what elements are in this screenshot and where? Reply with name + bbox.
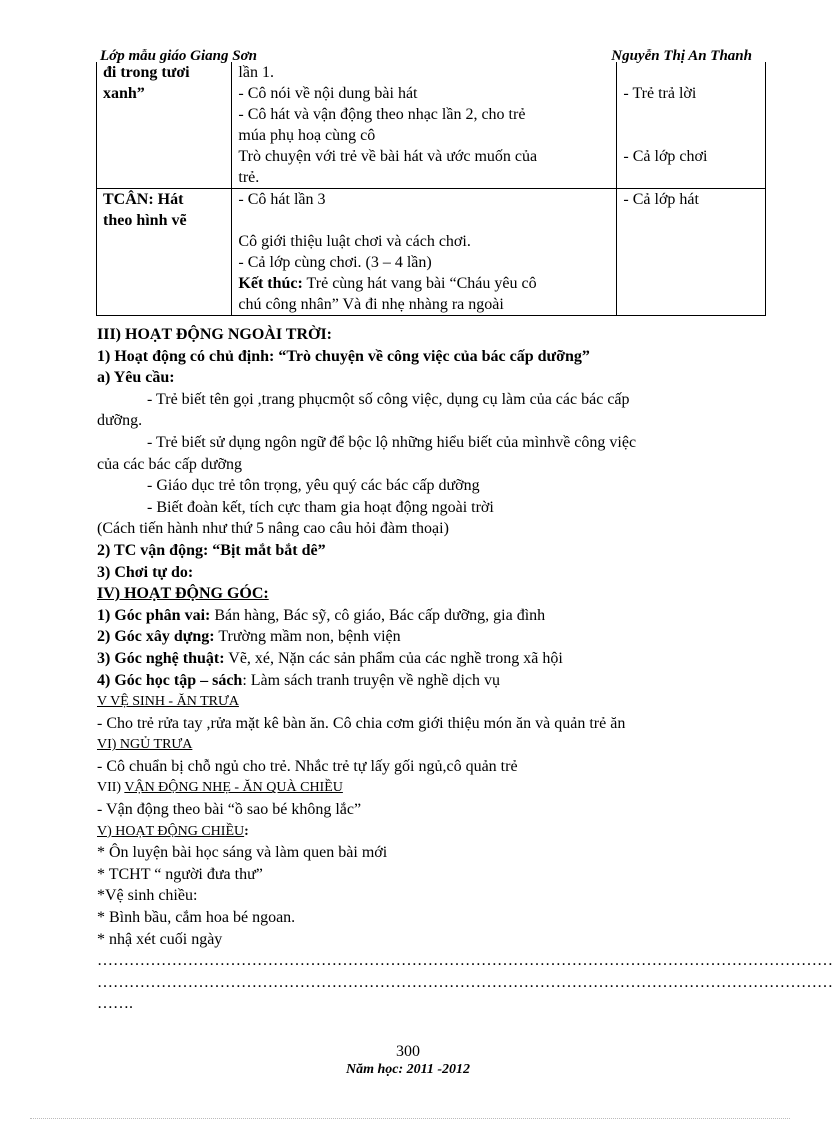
cell-line: TCÂN: Hát <box>103 191 184 208</box>
paragraph-line <box>97 626 757 648</box>
cell-line <box>623 125 759 146</box>
cell-line: - Cả lớp hát <box>623 191 699 208</box>
paragraph-line <box>97 670 757 692</box>
table-cell-activity <box>97 62 232 189</box>
section-heading: III) HOẠT ĐỘNG NGOÀI TRỜI: <box>97 326 332 343</box>
paragraph-line: - Giáo dục trẻ tôn trọng, yêu quý các bác cấp dưỡng <box>147 477 480 495</box>
section-colon: : <box>244 823 249 839</box>
cell-line: - Cô hát lần 3 <box>238 191 326 208</box>
dotted-line: ………………………………………………………………………………………………………………………… <box>97 973 833 991</box>
page-number: 300 <box>396 1043 420 1060</box>
cell-line: - Cả lớp chơi <box>623 148 708 165</box>
corner-text: Bán hàng, Bác sỹ, cô giáo, Bác cấp dưỡng, gia đình <box>210 606 546 624</box>
header-school: Lớp mẫu giáo Giang Sơn <box>100 48 257 64</box>
list-item: *Vệ sinh chiều: <box>97 887 198 905</box>
paragraph-line: (Cách tiến hành như thứ 5 nâng cao câu hỏi đàm thoại) <box>97 520 449 538</box>
cell-line: lần 1. <box>238 64 274 81</box>
section-prefix: VII) <box>97 780 125 796</box>
cell-line: múa phụ hoạ cùng cô <box>238 127 376 144</box>
corner-text: Trường mầm non, bệnh viện <box>214 628 401 646</box>
subsection-heading: 3) Chơi tự do: <box>97 563 194 581</box>
table-cell-content <box>232 62 617 189</box>
document-body <box>97 324 833 1015</box>
subsection-heading: 2) TC vận động: “Bịt mắt bắt dê” <box>97 541 326 559</box>
corner-label: 3) Góc nghệ thuật: <box>97 649 225 667</box>
paragraph-line: - Cô chuẩn bị chỗ ngủ cho trẻ. Nhắc trẻ tự lấy gối ngủ,cô quản trẻ <box>97 757 518 775</box>
corner-label: 4) Góc học tập – sách <box>97 671 243 689</box>
paragraph-line: - Vận động theo bài “ồ sao bé không lắc” <box>97 801 362 819</box>
paragraph-line: của các bác cấp dưỡng <box>97 455 243 473</box>
cell-line: trẻ. <box>238 169 260 186</box>
table-cell-activity <box>97 189 232 316</box>
cell-line: - Cô hát và vận động theo nhạc lần 2, cho trẻ <box>238 106 526 123</box>
table-row <box>97 62 766 189</box>
list-item: * nhậ xét cuối ngày <box>97 930 223 948</box>
section-heading: VI) NGỦ TRƯA <box>97 737 193 753</box>
cell-line: - Trẻ trả lời <box>623 85 697 102</box>
paragraph-line: - Cho trẻ rửa tay ,rửa mặt kê bàn ăn. Cô chia cơm giới thiệu món ăn và quản trẻ ăn <box>97 714 626 732</box>
cell-line: Trò chuyện với trẻ về bài hát và ước muốn của <box>238 148 538 165</box>
paragraph-line: - Trẻ biết sử dụng ngôn ngữ để bộc lộ những hiểu biết của mìnhvề công việc <box>147 433 637 451</box>
subsection-heading: a) Yêu cầu: <box>97 369 175 387</box>
corner-label: 2) Góc xây dựng: <box>97 628 215 646</box>
activity-table <box>96 62 766 316</box>
page-bottom-divider <box>30 1118 790 1119</box>
paragraph-line <box>97 648 757 670</box>
paragraph-line: dưỡng. <box>97 412 143 430</box>
section-heading: V VỆ SINH - ĂN TRƯA <box>97 694 239 710</box>
section-title: VẬN ĐỘNG NHẸ - ĂN QUÀ CHIỀU <box>124 780 343 796</box>
section-heading <box>97 777 757 799</box>
corner-text: : Làm sách tranh truyện về nghề dịch vụ <box>242 671 501 689</box>
ketthuc-label: Kết thúc: <box>238 275 303 292</box>
cell-line: chú công nhân” Và đi nhẹ nhàng ra ngoài <box>238 296 504 313</box>
section-heading <box>97 821 757 843</box>
table-cell-children <box>617 62 766 189</box>
table-cell-content <box>232 189 617 316</box>
cell-line <box>623 104 759 125</box>
corner-label: 1) Góc phân vai: <box>97 606 211 624</box>
cell-line <box>623 167 759 188</box>
cell-line: - Cô nói về nội dung bài hát <box>238 85 418 102</box>
cell-line: Cô giới thiệu luật chơi và cách chơi. <box>238 233 471 250</box>
header-teacher: Nguyễn Thị An Thanh <box>611 48 752 64</box>
section-title: V) HOẠT ĐỘNG CHIỀU <box>97 823 245 839</box>
list-item: * Bình bầu, cắm hoa bé ngoan. <box>97 909 296 927</box>
corner-text: Vẽ, xé, Nặn các sản phẩm của các nghề trong xã hội <box>224 649 563 667</box>
cell-line: theo hình vẽ <box>103 212 187 229</box>
cell-line: xanh” <box>103 85 145 102</box>
paragraph-line: - Biết đoàn kết, tích cực tham gia hoạt động ngoài trời <box>147 498 494 516</box>
paragraph-line: - Trẻ biết tên gọi ,trang phụcmột số công việc, dụng cụ làm của các bác cấp <box>147 390 630 408</box>
footer-school-year: Năm học: 2011 -2012 <box>345 1062 471 1077</box>
table-row <box>97 189 766 316</box>
list-item: * Ôn luyện bài học sáng và làm quen bài mới <box>97 844 388 862</box>
table-cell-children <box>617 189 766 316</box>
cell-line: đi trong tươi <box>103 64 190 81</box>
ketthuc-text: Trẻ cùng hát vang bài “Cháu yêu cô <box>302 275 537 292</box>
cell-line: - Cả lớp cùng chơi. (3 – 4 lần) <box>238 254 432 271</box>
cell-line-blank <box>238 210 610 231</box>
dotted-line: ……. <box>97 995 133 1013</box>
subsection-heading: 1) Hoạt động có chủ định: “Trò chuyện về công việc của bác cấp dưỡng” <box>97 347 590 365</box>
cell-line <box>238 273 610 294</box>
cell-line <box>623 62 759 83</box>
list-item: * TCHT “ người đưa thư” <box>97 865 263 883</box>
paragraph-line <box>97 605 757 627</box>
section-heading: IV) HOẠT ĐỘNG GÓC: <box>97 585 269 603</box>
dotted-line: ………………………………………………………………………………………………………………………… <box>97 952 833 970</box>
